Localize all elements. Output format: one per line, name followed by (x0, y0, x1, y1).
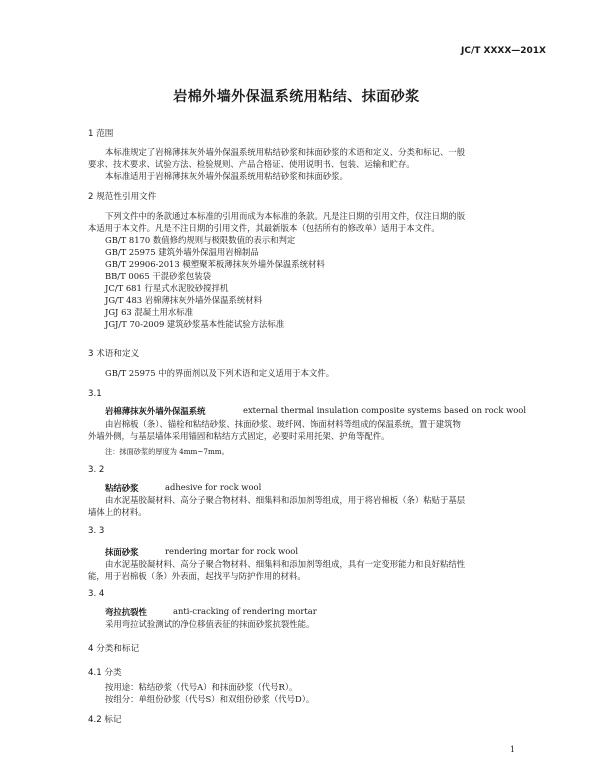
reference-item: JGJ/T 70-2009 建筑砂浆基本性能试验方法标准 (105, 319, 285, 329)
section-3-intro: GB/T 25975 中的界面剂以及下列术语和定义适用于本文件。 (105, 368, 335, 378)
term-3-3-english: rendering mortar for rock wool (165, 546, 298, 556)
document-title: 岩棉外墙外保温系统用粘结、抹面砂浆 (173, 89, 420, 105)
term-3-1-number: 3.1 (88, 389, 102, 399)
section-4-2-heading: 4.2 标记 (88, 715, 122, 725)
section-1-paragraph-line: 本标准规定了岩棉薄抹灰外墙外保温系统用粘结砂浆和抹面砂浆的术语和定义、分类和标记、一般 (105, 147, 466, 157)
reference-item: BB/T 0065 干混砂浆包装袋 (105, 271, 211, 281)
reference-item: JGJ 63 混凝土用水标准 (105, 307, 194, 317)
term-3-4-english: anti-cracking of rendering mortar (173, 606, 317, 616)
term-3-1-note: 注：抹面砂浆的厚度为 4mm~7mm。 (105, 447, 229, 456)
term-3-4-definition: 采用弯拉试验测试的净位移值表征的抹面砂浆抗裂性能。 (105, 619, 315, 629)
reference-item: JG/T 483 岩棉薄抹灰外墙外保温系统材料 (105, 295, 263, 305)
term-3-2-definition: 墙体上的材料。 (88, 507, 147, 517)
standard-code: JC/T XXXX—201X (461, 46, 546, 56)
section-1-paragraph-line: 本标准适用于岩棉薄抹灰外墙外保温系统用粘结砂浆和抹面砂浆。 (105, 171, 348, 181)
section-1-heading: 1 范围 (88, 129, 114, 139)
term-3-1-definition: 由岩棉板（条）、锚栓和粘结砂浆、抹面砂浆、玻纤网、饰面材料等组成的保温系统，置于建筑物 (105, 419, 461, 429)
term-3-4-chinese: 弯拉抗裂性 (105, 607, 147, 617)
reference-item: GB/T 29906-2013 模塑聚苯板薄抹灰外墙外保温系统材料 (105, 259, 325, 269)
section-3-heading: 3 术语和定义 (88, 349, 140, 359)
term-3-2-chinese: 粘结砂浆 (105, 483, 139, 493)
section-4-1-heading: 4.1 分类 (88, 668, 122, 678)
section-1-paragraph-line: 要求、技术要求、试验方法、检验规则、产品合格证、使用说明书、包装、运输和贮存。 (88, 159, 415, 169)
section-2-heading: 2 规范性引用文件 (88, 192, 157, 202)
term-3-2-number: 3. 2 (88, 465, 105, 475)
classification-line: 按组分：单组份砂浆（代号S）和双组份砂浆（代号D）。 (105, 694, 315, 704)
term-3-1-chinese: 岩棉薄抹灰外墙外保温系统 (105, 406, 206, 416)
term-3-1-definition: 外墙外侧，与基层墙体采用锚固和粘结方式固定，必要时采用托架、护角等配件。 (88, 431, 390, 441)
classification-line: 按用途：粘结砂浆（代号A）和抹面砂浆（代号R）。 (105, 682, 298, 692)
page-number: 1 (509, 745, 515, 754)
term-3-2-definition: 由水泥基胶凝材料、高分子聚合物材料、细集料和添加剂等组成，用于将岩棉板（条）粘贴于基层 (105, 495, 466, 505)
term-3-3-number: 3. 3 (88, 526, 105, 536)
term-3-2-english: adhesive for rock wool (165, 482, 262, 492)
section-4-heading: 4 分类和标记 (88, 644, 140, 654)
section-2-paragraph-line: 本适用于本文件。凡是不注日期的引用文件，其最新版本（包括所有的修改单）适用于本文件。 (88, 223, 440, 233)
reference-item: GB/T 8170 数值修约规则与极限数值的表示和判定 (105, 235, 296, 245)
term-3-1-english: external thermal insulation composite systems based on rock wool (243, 405, 527, 415)
section-2-paragraph-line: 下列文件中的条款通过本标准的引用而成为本标准的条款。凡是注日期的引用文件，仅注日期的版 (105, 211, 466, 221)
term-3-3-definition: 能，用于岩棉板（条）外表面，起找平与防护作用的材料。 (88, 571, 306, 581)
reference-item: GB/T 25975 建筑外墙外保温用岩棉制品 (105, 247, 259, 257)
term-3-3-chinese: 抹面砂浆 (105, 547, 139, 557)
reference-item: JC/T 681 行星式水泥胶砂搅拌机 (105, 283, 229, 293)
term-3-3-definition: 由水泥基胶凝材料、高分子聚合物材料、细集料和添加剂等组成，具有一定变形能力和良好粘结性 (105, 559, 466, 569)
term-3-4-number: 3. 4 (88, 589, 105, 599)
